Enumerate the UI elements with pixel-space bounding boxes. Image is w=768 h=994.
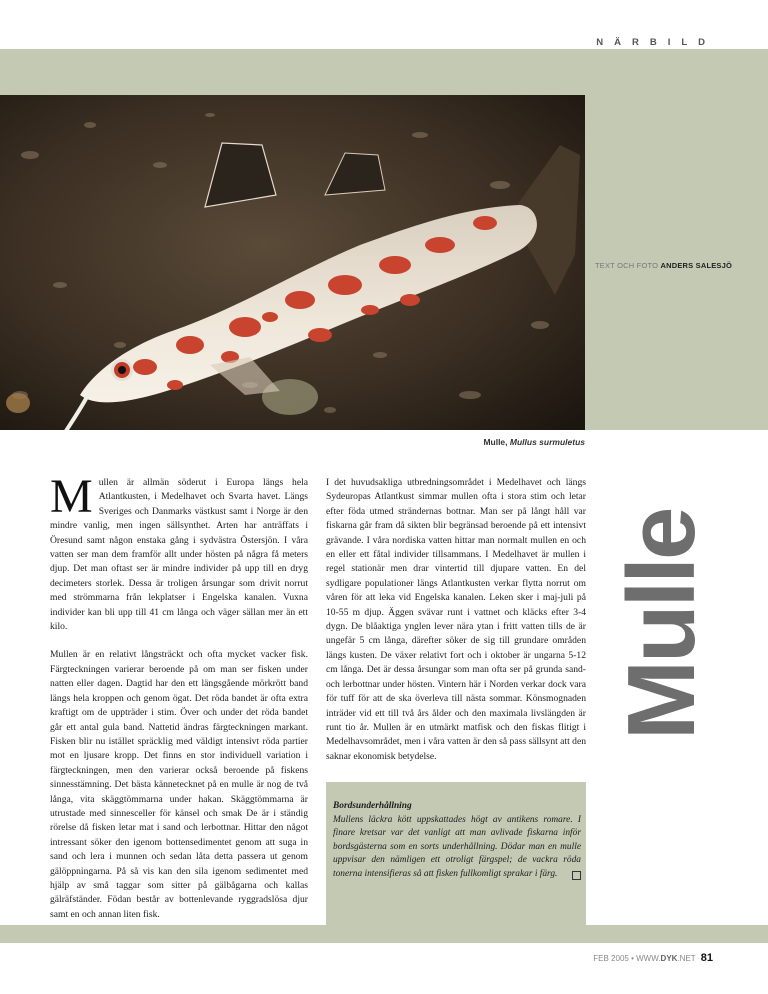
fish-photo — [0, 95, 585, 430]
top-color-band — [0, 49, 768, 95]
article-column-2 — [326, 476, 586, 778]
footer-tld: .NET — [677, 954, 696, 963]
footer-date: FEB 2005 • — [593, 954, 634, 963]
article-column-1 — [50, 470, 308, 936]
section-label: NÄRBILD — [596, 37, 716, 48]
bottom-color-band — [0, 925, 768, 943]
article-text: ullen är allmän söderut i Europa längs hela Atlantkusten, i Medelhavet och Svarta havet. Längs Sveriges och Danmarks västkust samt i Norge är den mindre vanlig, men ingen sällsynthet. Arten har anträffats i Öresund samt någon enstaka gång i sydvästra Östersjön. I våra vatten ser man dem framför allt under hösten på några få meters djup. Det man oftast ser är mindre individer på upp till en dryg decimeters storlek. Dessa är troligen årsungar som drivit norrut med strömmarna från lekplatser i Engelska kanalen. Vuxna individer kan bli upp till 41 cm långa och väger sällan mer än ett kilo. — [50, 477, 308, 633]
photo-credit — [595, 261, 732, 270]
sidebar-body: Mullens läckra kött uppskattades högt av antikens romare. I finare kretsar var det vanligt att man avlivade fiskarna inför bordsgästerna som en sorts underhållning. Dödar man en mulle uppvisar den nämligen ett otroligt färgspel; de vackra röda tonerna intensifieras så att fisken fullkomligt sprakar i färg. — [333, 814, 581, 879]
footer-site: DYK — [660, 954, 678, 963]
article-paragraph: I det huvudsakliga utbredningsområdet i Medelhavet och längs Sydeuropas Atlantkust simmar mullen ofta i stora stim och letar efter föda utmed strändernas bottnar. Man ser på långt håll var fiskarna går fram då sikten blir begränsad beroende på ett intensivt grävande. I våra nordiska vatten hittar man normalt mullen en och en eller ett fåtal individer tillsammans. I Medelhavet är mullen i regel stationär men drar vintertid till djupare vatten. En del sydligare populationer längs Atlantkusten verkar flytta norrut om våren för att leka vid Engelska kanalen. Leken sker i maj-juli på 10-55 m djup. Äggen svävar runt i vattnet och kläcks efter 3-4 dygn. De blåaktiga ynglen lever nära ytan i fritt vatten tills de är ungefär 5 cm långa, därefter söker de sig till grundare områden längs kusten. De växer relativt fort och i oktober är ungarna 5-12 cm långa. Det är dessa årsungar som man ofta ser på grunda sand- och lerbottnar under hösten. Vintern här i Norden verkar dock vara för tuff för att de ska överleva till nästa sommar. Könsmognaden inträder vid ett till två års ålder och den maximala livslängden är runt tio år. Mullen är en utmärkt matfisk och den fiskas flitigt i Medelhavsområdet, men i våra vatten är den så pass sällsynt att den saknar ekonomisk betydelse. — [326, 477, 587, 762]
vertical-title: Mulle — [608, 509, 715, 740]
sidebar-text-block — [333, 800, 581, 882]
article-paragraph: Mullen är en relativt långsträckt och ofta mycket vacker fisk. Färgteckningen varierar beroende på om man ser fisken under natten eller dagen. Dagtid har den ett längsgående mörkrött band längs hela kroppen och genom ögat. Det röda bandet är ofta extra kraftigt om de uppträder i stim. Över och under det röda bandet går ett antal gula band. Nattetid ändras färgteckningen markant. Fisken blir nu istället spräcklig med väldigt intensivt röda partier mot en ljusare kropp. Det finns en stor individuell variation i färgteckningen, men den varierar också beroende på fiskens sinnesstämning. Det bästa kännetecknet på en mulle är nog de två långa, vita skäggtömmarna under hakan. Skäggtömmarna är utrustade med sinnesceller för känsel och smak De är i ständig rörelse då fisken letar mat i sand och lerbottnar. Hittar den något intressant söker den igenom bottensedimentet genom att suga in sand och lera i munnen och sedan låta detta passera ut genom gälöppningarna. På så vis kan den sila igenom sedimentet med hjälp av små taggar som sitter på gälbågarna och kallas gälräfständer. Födan består av bottenlevande ryggradslösa djur samt en och annan liten fisk. — [50, 649, 308, 920]
credit-name: ANDERS SALESJÖ — [660, 261, 733, 270]
caption-latin-name: Mullus surmuletus — [509, 437, 585, 447]
footer-www: WWW. — [636, 954, 661, 963]
end-mark-icon — [572, 871, 581, 880]
caption-common-name: Mulle, — [483, 437, 508, 447]
photo-caption — [483, 437, 585, 447]
article-paragraph — [50, 470, 308, 634]
drop-cap: M — [50, 470, 93, 523]
credit-prefix: TEXT OCH FOTO — [595, 261, 659, 270]
sidebar-heading: Bordsunderhållning — [333, 801, 412, 811]
page-number: 81 — [700, 952, 713, 964]
page-footer — [593, 952, 713, 964]
